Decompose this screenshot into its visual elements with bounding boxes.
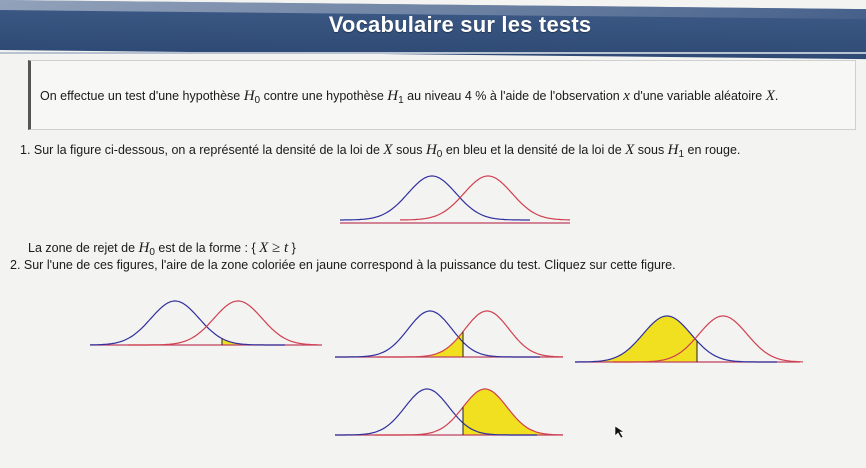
mouse-cursor-icon <box>614 425 626 439</box>
page-title: Vocabulaire sur les tests <box>328 12 592 37</box>
choice-figure-4[interactable] <box>335 383 565 443</box>
choice-figure-1[interactable] <box>90 295 325 355</box>
rejection-zone-text: La zone de rejet de $H_0$ est de la forme : { X ≥ t } <box>28 240 296 258</box>
question-2: 2. Sur l'une de ces figures, l'aire de la zone coloriée en jaune correspond à la puissance du test. Cliquez sur cette figure. <box>10 258 676 272</box>
choice-figure-2[interactable] <box>335 305 565 365</box>
title-divider <box>0 52 866 54</box>
question-1: 1. Sur la figure ci-dessous, on a représenté la densité de la loi de X sous $H_0$ en bleu et la densité de la loi de X sous $H_1$ en rouge. <box>20 142 741 160</box>
choice-figure-3[interactable] <box>575 310 805 370</box>
intro-text: On effectue un test d'une hypothèse $H_0$ contre une hypothèse $H_1$ au niveau 4 % à l'aide de l'observation x d'une variable aléatoire X. <box>40 88 779 106</box>
reference-density-figure <box>340 170 575 230</box>
